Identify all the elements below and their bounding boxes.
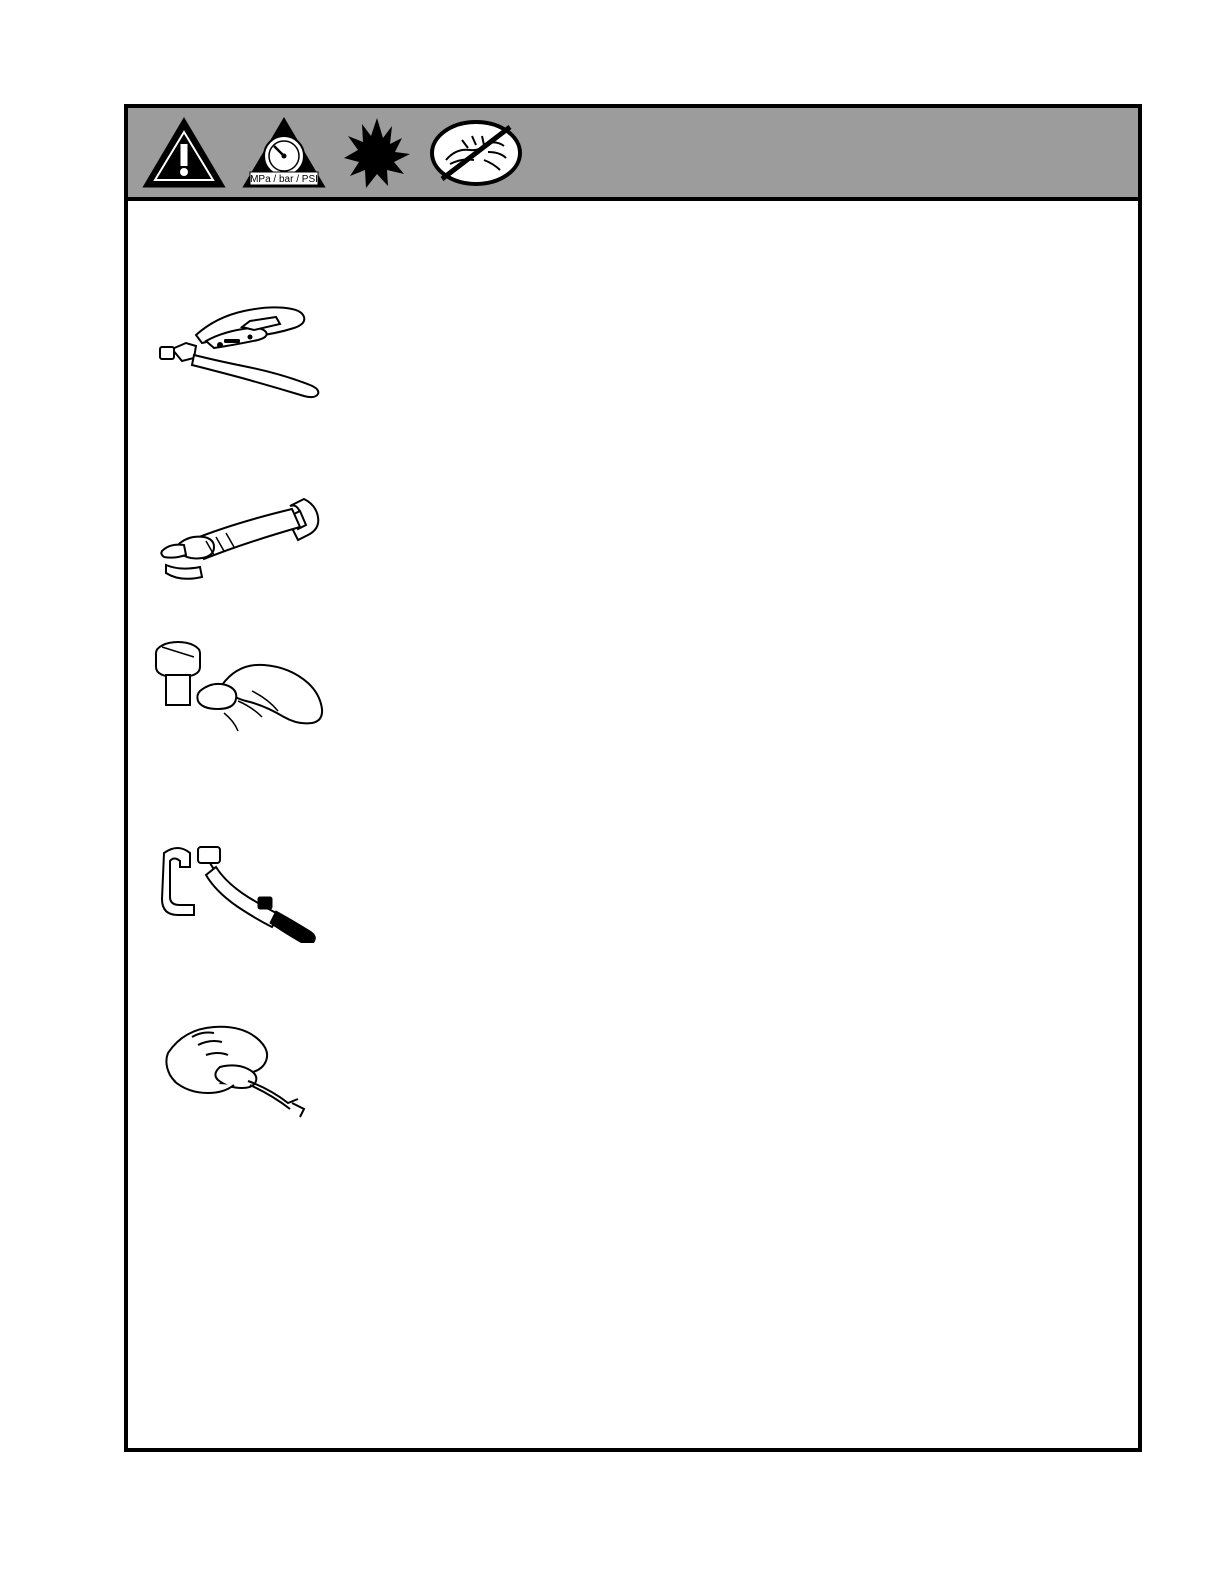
svg-text:MPa / bar / PSI: MPa / bar / PSI xyxy=(250,173,318,185)
locking-pliers-figure xyxy=(154,289,354,399)
pressure-gauge-triangle-icon xyxy=(242,116,326,190)
torque-wrench-figure xyxy=(154,833,354,943)
warning-triangle-icon xyxy=(142,116,226,190)
cap-fitting-hand-figure xyxy=(142,629,362,759)
adjustable-wrench-hand-figure xyxy=(154,481,354,591)
no-spray-injection-icon xyxy=(428,116,524,190)
explosion-burst-icon xyxy=(342,116,412,190)
document-page-frame xyxy=(124,104,1142,1452)
hand-with-tool-figure xyxy=(162,1019,352,1129)
safety-banner xyxy=(128,108,1138,201)
document-body xyxy=(128,201,1138,1448)
